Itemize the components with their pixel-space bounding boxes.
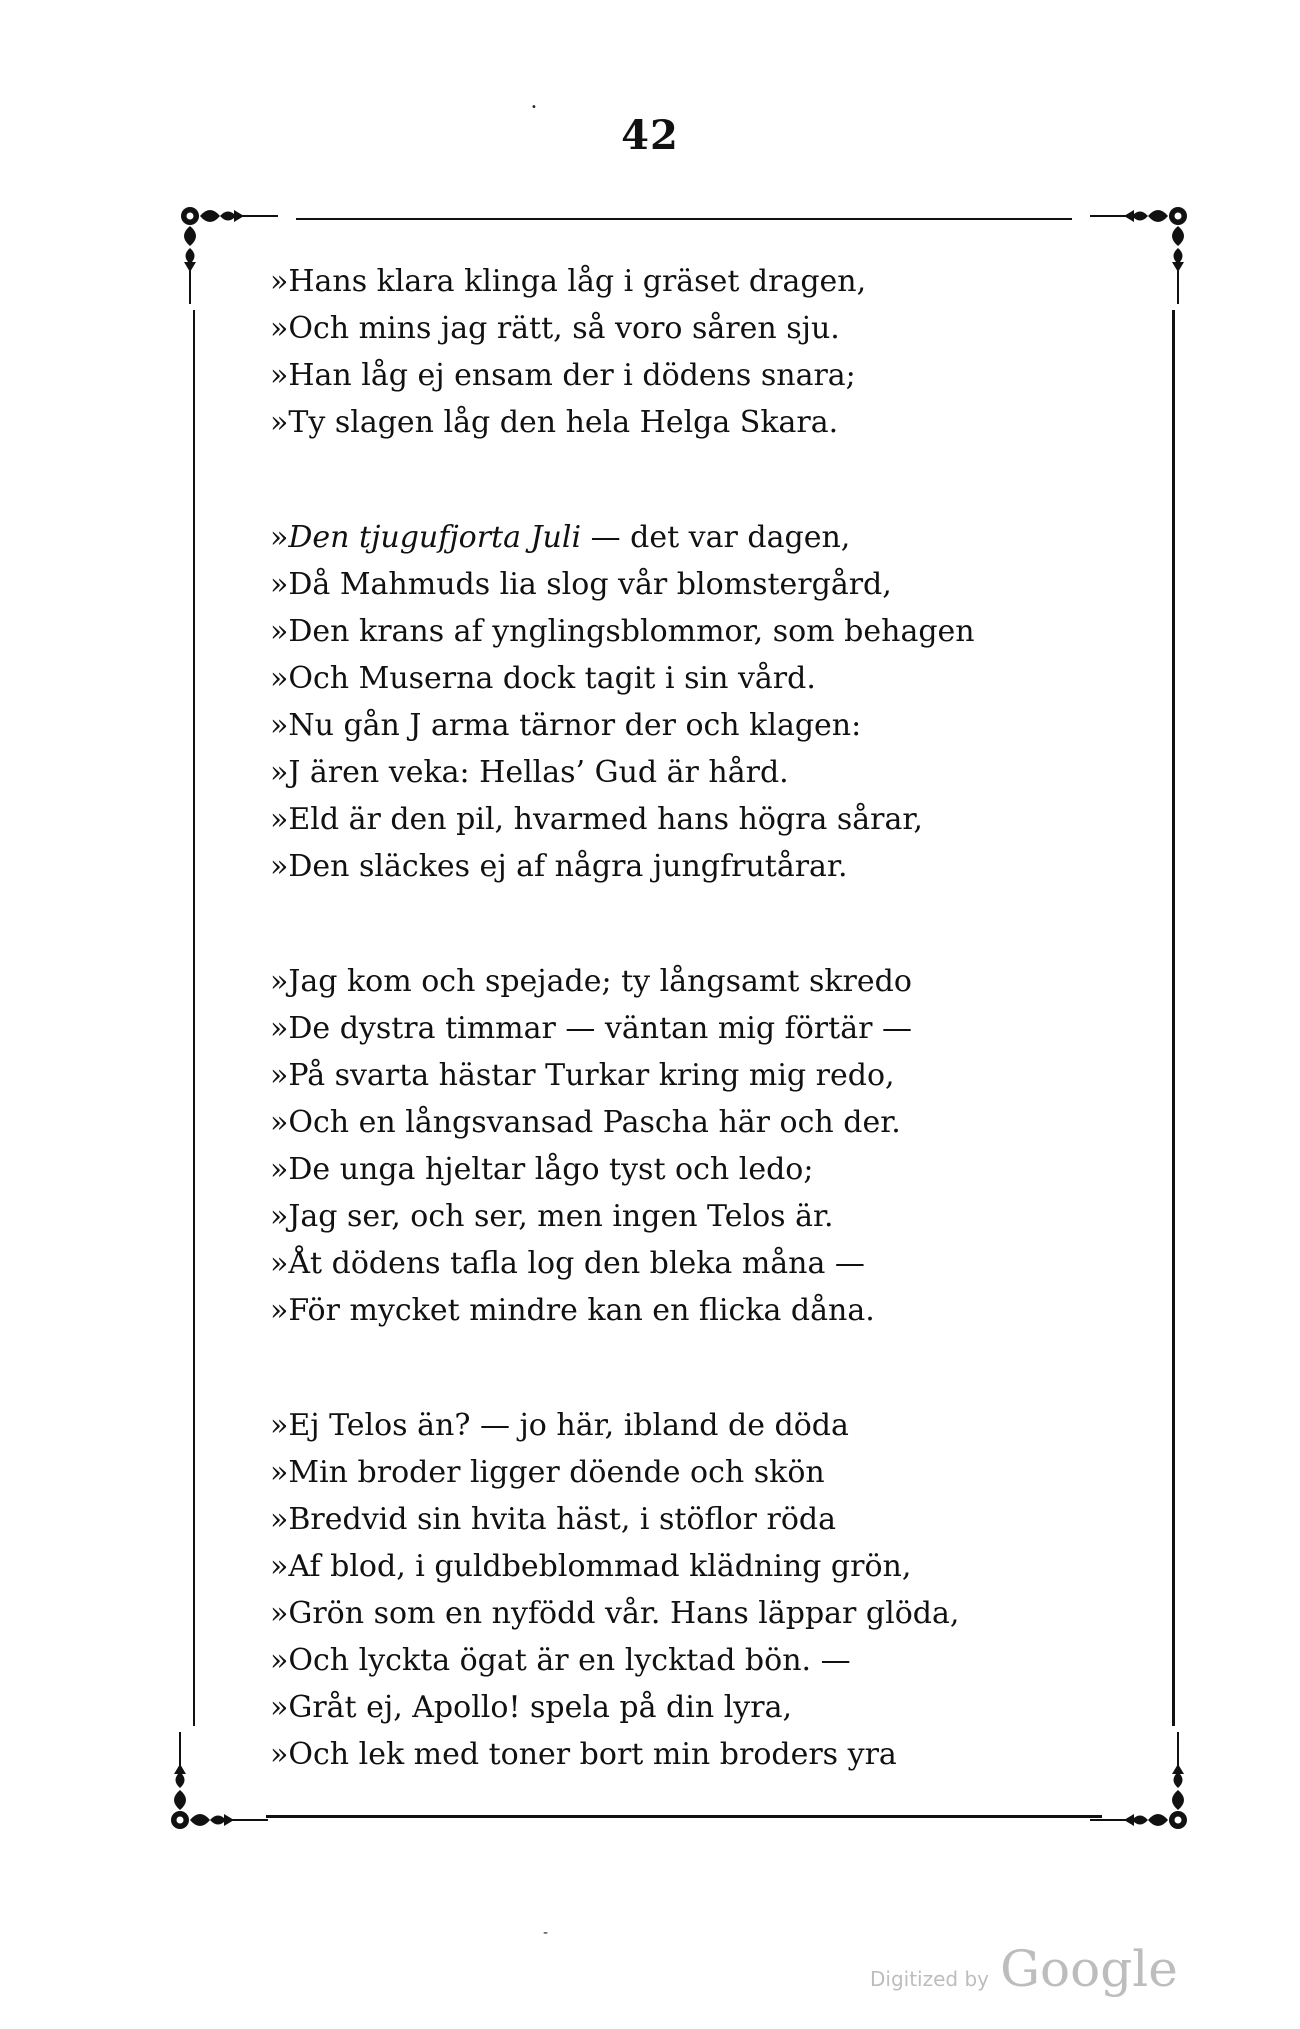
verse-line: »Min broder ligger döende och skön — [270, 1455, 825, 1490]
verse-line: »Nu gån J arma tärnor der och klagen: — [270, 708, 862, 743]
verse-line: »Af blod, i guldbeblommad klädning grön, — [270, 1549, 912, 1584]
frame-rule-left — [193, 310, 195, 1726]
verse-line: »Och lek med toner bort min broders yra — [270, 1737, 897, 1772]
verse-line: »Bredvid sin hvita häst, i stöflor röda — [270, 1502, 836, 1537]
frame-rule-top — [296, 218, 1072, 220]
verse-line: »Och en långsvansad Pascha här och der. — [270, 1105, 901, 1140]
verse-line: »Han låg ej ensam der i dödens snara; — [270, 358, 856, 393]
verse-line: »För mycket mindre kan en flicka dåna. — [270, 1293, 875, 1328]
google-logo: Google — [1000, 1940, 1178, 1998]
page-number: 42 — [621, 112, 679, 159]
quote-mark: » — [270, 520, 289, 555]
frame-rule-right — [1172, 310, 1175, 1726]
verse-line: »Jag ser, och ser, men ingen Telos är. — [270, 1199, 834, 1234]
verse-line: »Och lyckta ögat är en lycktad bön. — — [270, 1643, 851, 1678]
floral-corner-icon — [1072, 200, 1192, 310]
verse-line: »Och Muserna dock tagit i sin vård. — [270, 661, 816, 696]
verse-line: »Eld är den pil, hvarmed hans högra sårar, — [270, 802, 923, 837]
verse-line: »Jag kom och spejade; ty långsamt skredo — [270, 964, 912, 999]
verse-line: »J ären veka: Hellas’ Gud är hård. — [270, 755, 789, 790]
verse-line: »Gråt ej, Apollo! spela på din lyra, — [270, 1690, 792, 1725]
verse-line — [270, 514, 1070, 561]
italic-date: Den tjugufjorta Juli — [288, 520, 582, 555]
footer-mark: - — [543, 1925, 549, 1941]
verse-line: »Och mins jag rätt, så voro såren sju. — [270, 311, 840, 346]
verse-line: »Åt dödens tafla log den bleka måna — — [270, 1246, 865, 1281]
verse-line: »På svarta hästar Turkar kring mig redo, — [270, 1058, 895, 1093]
stanza — [270, 1402, 1070, 1778]
verse-line: »De unga hjeltar lågo tyst och ledo; — [270, 1152, 814, 1187]
google-watermark — [870, 1940, 1178, 1998]
verse-line: »Ej Telos än? — jo här, ibland de döda — [270, 1408, 849, 1443]
floral-corner-icon — [166, 1726, 286, 1836]
stanza — [270, 514, 1070, 890]
stray-mark: • — [531, 102, 537, 113]
verse-line: »Hans klara klinga låg i gräset dragen, — [270, 264, 867, 299]
verse-line: »Grön som en nyfödd vår. Hans läppar glöda, — [270, 1596, 960, 1631]
watermark-prefix: Digitized by — [870, 1967, 989, 1991]
verse-line: »Den släckes ej af några jungfrutårar. — [270, 849, 848, 884]
floral-corner-icon — [1072, 1726, 1192, 1836]
verse-line-rest: — det var dagen, — [581, 520, 851, 555]
stanza — [270, 258, 1070, 446]
poem-body — [270, 258, 1070, 1846]
verse-line: »Den krans af ynglingsblommor, som behagen — [270, 614, 975, 649]
verse-line: »De dystra timmar — väntan mig förtär — — [270, 1011, 912, 1046]
stanza — [270, 958, 1070, 1334]
verse-line: »Ty slagen låg den hela Helga Skara. — [270, 405, 839, 440]
verse-line: »Då Mahmuds lia slog vår blomstergård, — [270, 567, 892, 602]
